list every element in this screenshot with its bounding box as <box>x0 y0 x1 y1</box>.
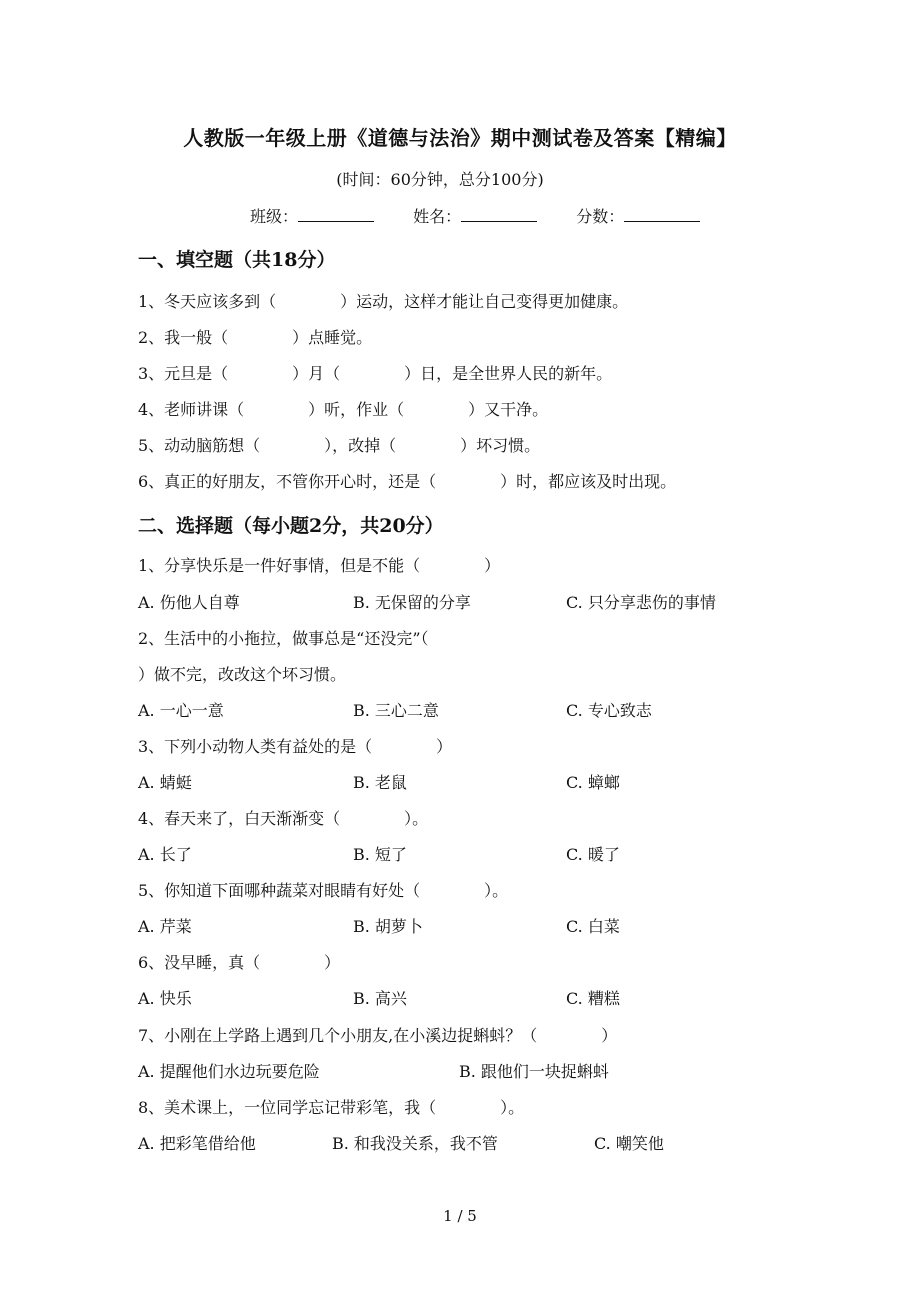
exam-time-info: (时间：60分钟，总分100分) <box>336 170 544 189</box>
student-info-row <box>250 204 734 227</box>
option-a: A. 伤他人自尊 <box>138 593 240 612</box>
question-stem: 1、分享快乐是一件好事情，但是不能（ ） <box>138 556 501 575</box>
option-c: C. 只分享悲伤的事情 <box>566 593 716 612</box>
option-b: B. 和我没关系，我不管 <box>332 1134 498 1153</box>
option-b: B. 老鼠 <box>353 773 407 792</box>
fill-blank-item: 1、冬天应该多到（ ）运动，这样才能让自己变得更加健康。 <box>138 292 629 311</box>
class-blank <box>298 207 374 222</box>
option-a: A. 蜻蜓 <box>138 773 192 792</box>
option-a: A. 提醒他们水边玩要危险 <box>138 1062 320 1081</box>
question-stem: 6、没早睡，真（ ） <box>138 953 341 972</box>
option-c: C. 暖了 <box>566 845 620 864</box>
option-b: B. 跟他们一块捉蝌蚪 <box>459 1062 609 1081</box>
option-a: A. 芹菜 <box>138 917 192 936</box>
option-b: B. 胡萝卜 <box>353 917 423 936</box>
option-a: A. 长了 <box>138 845 192 864</box>
option-c: C. 白菜 <box>566 917 620 936</box>
option-a: A. 快乐 <box>138 989 192 1008</box>
name-field <box>413 204 537 227</box>
score-blank <box>624 207 700 222</box>
option-c: C. 专心致志 <box>566 701 652 720</box>
option-b: B. 无保留的分享 <box>353 593 471 612</box>
score-field <box>576 204 700 227</box>
question-stem: 4、春天来了，白天渐渐变（ ）。 <box>138 809 429 828</box>
section-choice-heading: 二、选择题（每小题2分，共20分） <box>138 515 444 537</box>
question-stem: 3、下列小动物人类有益处的是（ ） <box>138 737 453 756</box>
option-b: B. 高兴 <box>353 989 407 1008</box>
option-c: C. 蟑螂 <box>566 773 620 792</box>
class-label: 班级： <box>250 207 299 226</box>
page-number: 1 / 5 <box>443 1207 477 1225</box>
option-a: A. 一心一意 <box>138 701 224 720</box>
option-c: C. 糟糕 <box>566 989 620 1008</box>
fill-blank-item: 2、我一般（ ）点睡觉。 <box>138 328 373 347</box>
option-a: A. 把彩笔借给他 <box>138 1134 256 1153</box>
question-stem: 5、你知道下面哪种蔬菜对眼睛有好处（ ）。 <box>138 881 509 900</box>
fill-blank-item: 5、动动脑筋想（ ），改掉（ ）坏习惯。 <box>138 436 541 455</box>
option-c: C. 嘲笑他 <box>594 1134 664 1153</box>
name-label: 姓名： <box>413 207 462 226</box>
question-stem: 2、生活中的小拖拉，做事总是“还没完”（ <box>138 629 429 648</box>
option-b: B. 三心二意 <box>353 701 439 720</box>
class-field <box>250 204 374 227</box>
score-label: 分数： <box>576 207 625 226</box>
question-stem: 8、美术课上，一位同学忘记带彩笔，我（ ）。 <box>138 1098 525 1117</box>
question-stem-continued: ）做不完，改改这个坏习惯。 <box>138 665 347 684</box>
name-blank <box>461 207 537 222</box>
fill-blank-item: 4、老师讲课（ ）听，作业（ ）又干净。 <box>138 400 549 419</box>
option-b: B. 短了 <box>353 845 407 864</box>
question-stem: 7、小刚在上学路上遇到几个小朋友,在小溪边捉蝌蚪？（ ） <box>138 1026 618 1045</box>
fill-blank-item: 3、元旦是（ ）月（ ）日，是全世界人民的新年。 <box>138 364 613 383</box>
section-fill-blank-heading: 一、填空题（共18分） <box>138 249 336 271</box>
page-title: 人教版一年级上册《道德与法治》期中测试卷及答案【精编】 <box>183 126 737 150</box>
fill-blank-item: 6、真正的好朋友，不管你开心时，还是（ ）时，都应该及时出现。 <box>138 472 677 491</box>
